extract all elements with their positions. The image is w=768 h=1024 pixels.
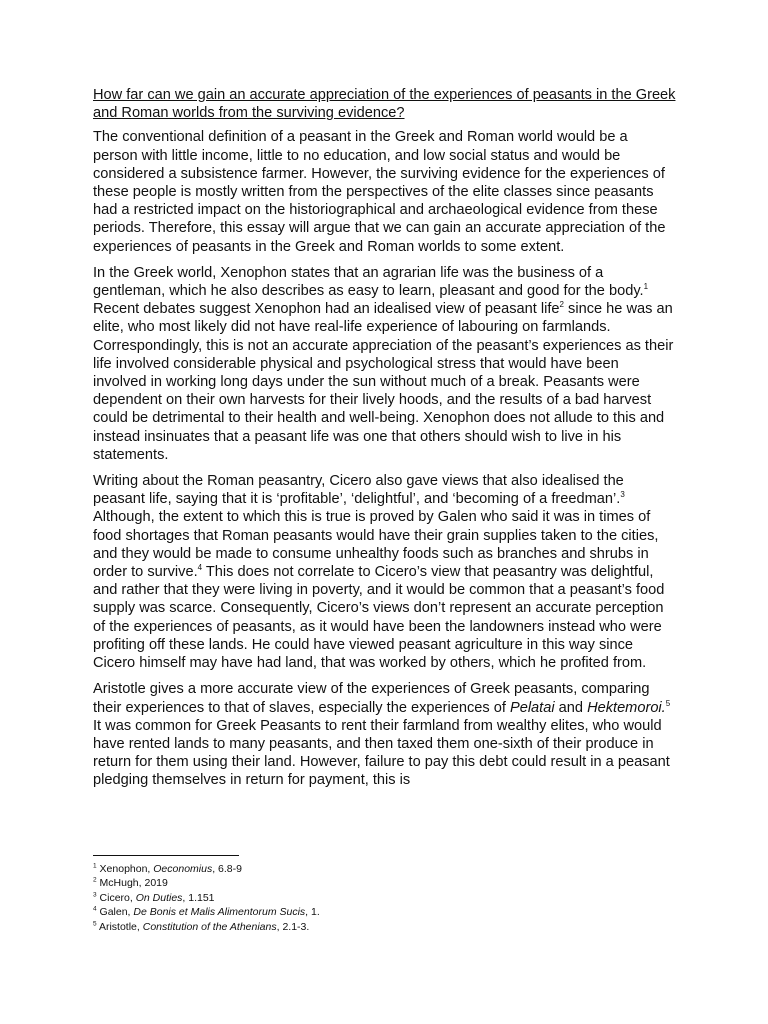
text-segment: Recent debates suggest Xenophon had an idealised view of peasant life (93, 301, 560, 318)
footnote-text: Cicero, (96, 891, 136, 904)
footnote-2 (93, 876, 676, 890)
footnote-5 (93, 920, 676, 934)
footnote-ref-1[interactable]: 1 (643, 282, 649, 292)
text-segment: and (554, 699, 588, 716)
footnote-text: Galen, (96, 906, 134, 919)
paragraph-introduction: The conventional definition of a peasant in the Greek and Roman world would be a person with little income, little to no education, and low social status and would be considered a subsistence farmer. However, the surviving evidence for the experiences of these people is mostly written from the perspectives of the elite classes since peasants had a restricted impact on the historiographical and archaeological evidence from these periods. Therefore, this essay will argue that we can gain an accurate appreciation of the experiences of peasants in the Greek and Roman worlds to some extent. (93, 129, 666, 255)
footnote-ref-2[interactable]: 2 (559, 300, 564, 310)
text-segment: This does not correlate to Cicero’s view that peasantry was delightful, and rather that they were living in poverty, and it would be common that a peasant’s food supply was scarce. Consequently, Cicero’s views don’t represent an accurate perception of the experiences of peasants, as it would have been the landowners instead who were profiting off these lands. He could have viewed peasant agriculture in this way since Cicero himself may have had land, that was worked by others, which he profited from. (93, 564, 665, 672)
essay-question-title: How far can we gain an accurate appreciation of the experiences of peasants in the Greek and Roman worlds from the surviving evidence? (93, 87, 676, 122)
footnote-text: , 2.1-3. (276, 920, 310, 933)
footnote-number: 2 (93, 876, 97, 884)
footnote-text: Xenophon, (96, 863, 154, 875)
footnote-number: 4 (93, 905, 97, 913)
footnote-source-title: On Duties (135, 891, 183, 904)
text-segment: since he was an elite, who most likely did not have real-life experience of labouring on farmlands. Correspondingly, this is not an accurate appreciation of the peasant’s experiences as their life involved considerable physical and psychological stress that would have been involved in working long days under the sun without much of a break. Peasants were dependent on their own harvests for their lively hoods, and the results of a bad harvest could be detrimental to their health and well-being. Xenophon does not allude to this and instead insinuates that a peasant life was one that others should wish to live in his statements. (93, 301, 674, 463)
text-segment: Writing about the Roman peasantry, Cicero also gave views that also idealised the peasant life, saying that it is ‘profitable’, ‘delightful’, and ‘becoming of a freedman’. (93, 473, 624, 508)
footnote-source-title: De Bonis et Malis Alimentorum Sucis (133, 906, 306, 919)
footnote-text: Aristotle, (96, 920, 143, 933)
footnote-number: 3 (93, 891, 97, 899)
footnote-source-title: Constitution of the Athenians (142, 920, 277, 933)
footnote-4 (93, 905, 676, 919)
text-segment: In the Greek world, Xenophon states that an agrarian life was the business of a gentleman, which he also describes as easy to learn, pleasant and good for the body. (93, 264, 644, 300)
text-segment: It was common for Greek Peasants to rent their farmland from wealthy elites, who would have rented lands to many peasants, and then taxed them one-sixth of their produce in return for them using their land. However, failure to pay this debt could result in a peasant pledging themselves in return for payment, this is (93, 717, 670, 789)
paragraph-cicero (93, 472, 676, 672)
footnotes (93, 862, 676, 934)
footnote-ref-5[interactable]: 5 (665, 698, 671, 708)
paragraph-aristotle (93, 680, 676, 789)
footnote-source-title: Oeconomius (153, 863, 213, 875)
term-pelatai: Pelatai (509, 699, 555, 716)
footnote-text: McHugh, 2019 (96, 877, 168, 890)
footnote-text: , 6.8-9 (212, 863, 242, 875)
footnote-number: 1 (93, 862, 97, 870)
term-hektemoroi: Hektemoroi. (587, 699, 666, 716)
text-segment: Although, the extent to which this is true is proved by Galen who said it was in times of food shortages that Roman peasants would have their grain supplies taken to the cities, and they would be made to consume unhealthy foods such as branches and shrubs in order to survive. (93, 509, 659, 581)
footnote-text: , 1. (305, 906, 320, 919)
footnote-text: , 1.151 (182, 891, 215, 904)
footnote-3 (93, 891, 676, 905)
footnote-ref-4[interactable]: 4 (197, 563, 203, 573)
essay-body (93, 86, 676, 798)
text-segment: Aristotle gives a more accurate view of the experiences of Greek peasants, comparing their experiences to that of slaves, especially the experiences of (93, 681, 650, 716)
footnote-1 (93, 862, 676, 876)
paragraph-xenophon (93, 264, 676, 464)
footnote-ref-3[interactable]: 3 (620, 490, 625, 500)
footnote-separator (93, 855, 239, 856)
footnote-number: 5 (93, 920, 97, 928)
